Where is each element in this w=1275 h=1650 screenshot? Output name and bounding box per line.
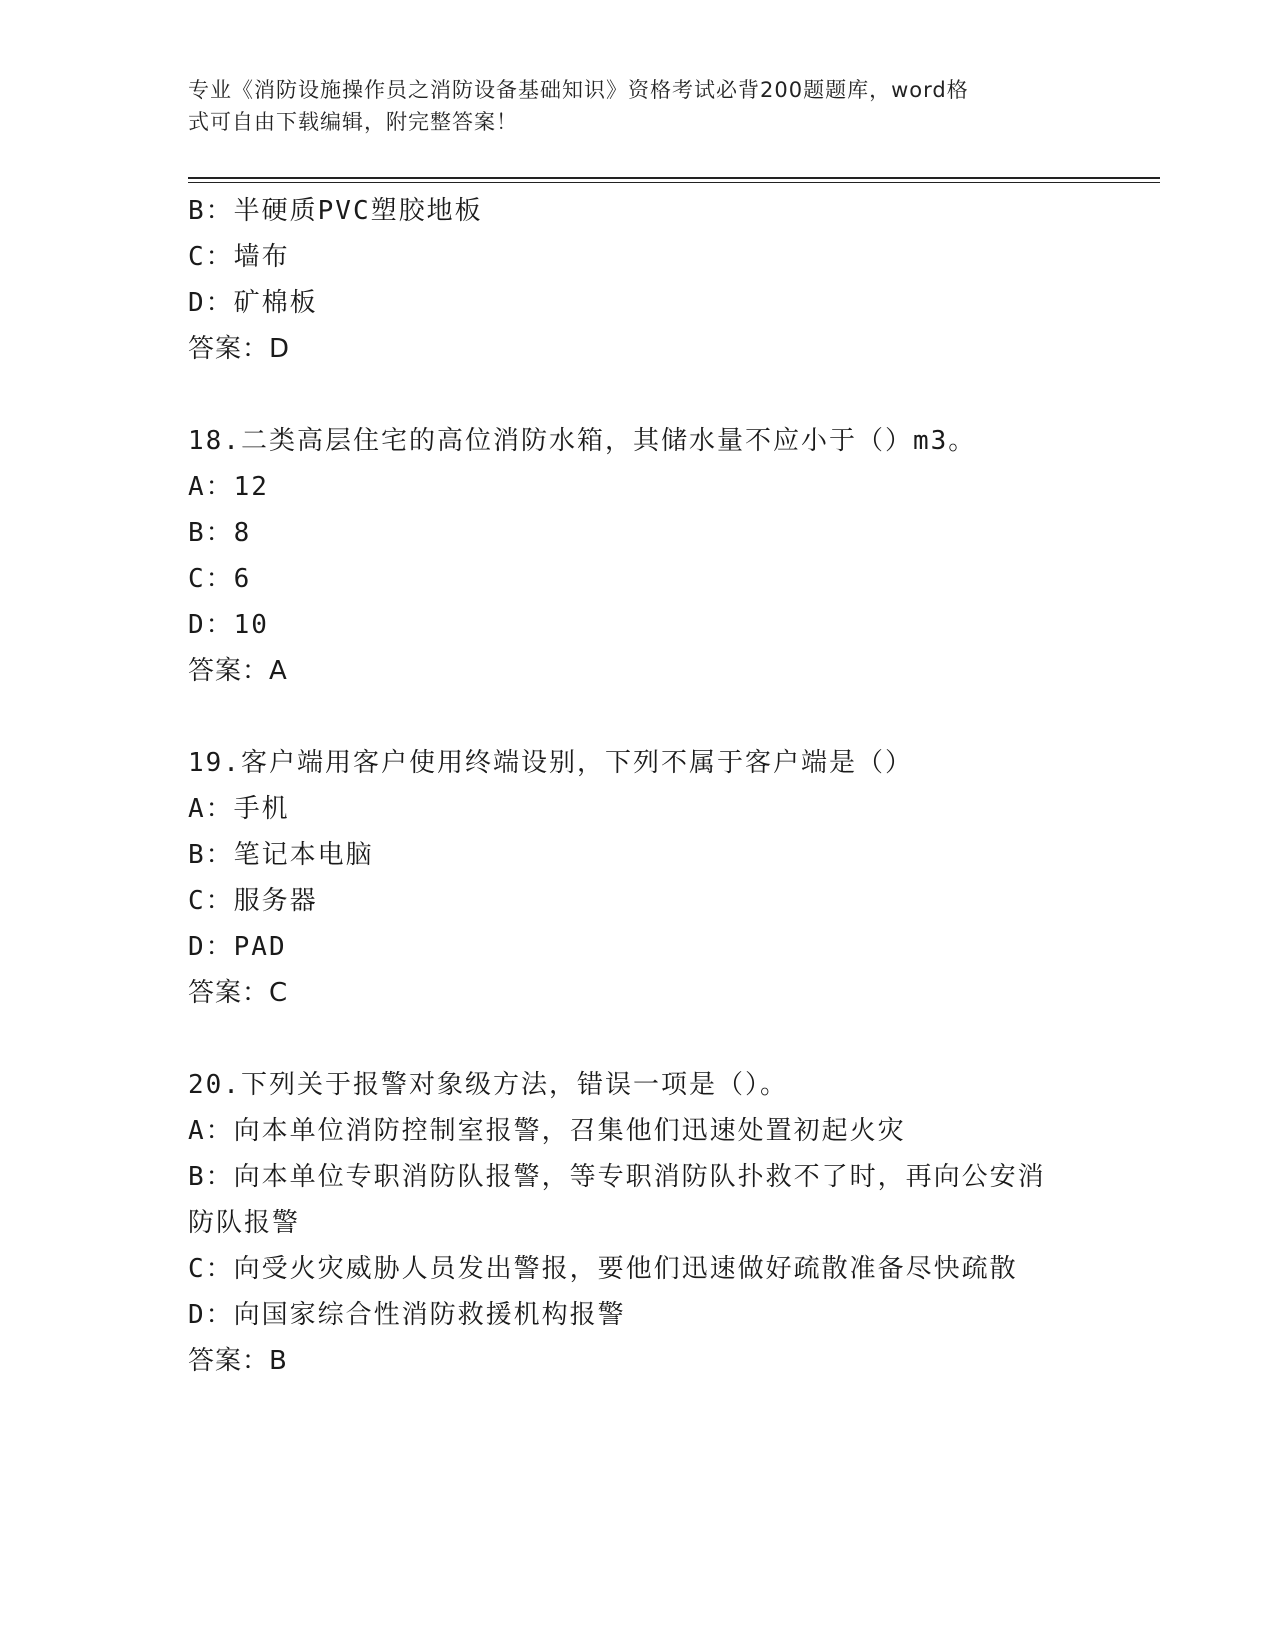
q20-option-a: A：向本单位消防控制室报警，召集他们迅速处置初起火灾	[188, 1116, 906, 1146]
q19-option-d: D：PAD	[188, 932, 287, 962]
q19-option-b: B：笔记本电脑	[188, 840, 374, 870]
header-divider-thick	[188, 177, 1160, 179]
question-list	[188, 188, 1088, 1384]
q20-option-c: C：向受火灾威胁人员发出警报，要他们迅速做好疏散准备尽快疏散	[188, 1254, 1018, 1284]
q17-option-d: D：矿棉板	[188, 288, 318, 318]
q20-option-d: D：向国家综合性消防救援机构报警	[188, 1300, 626, 1330]
q18-option-d: D：10	[188, 610, 269, 640]
document-header	[188, 74, 1088, 138]
q17-option-b: B：半硬质PVC塑胶地板	[188, 196, 483, 226]
q17-option-c: C：墙布	[188, 242, 290, 272]
q20-answer: 答案：B	[188, 1346, 288, 1376]
q18-question: 18.二类高层住宅的高位消防水箱，其储水量不应小于（）m3。	[188, 426, 977, 456]
q19-question: 19.客户端用客户使用终端设别，下列不属于客户端是（）	[188, 748, 913, 778]
q18-answer: 答案：A	[188, 656, 288, 686]
q19-option-a: A：手机	[188, 794, 290, 824]
q18-option-b: B：8	[188, 518, 252, 548]
q18-option-c: C：6	[188, 564, 252, 594]
spacer	[188, 694, 1088, 740]
header-divider-thin	[188, 182, 1160, 183]
spacer	[188, 1016, 1088, 1062]
q20-option-b-continued: 防队报警	[188, 1208, 301, 1238]
q18-option-a: A：12	[188, 472, 269, 502]
header-line-2: 式可自由下载编辑，附完整答案！	[188, 110, 518, 134]
header-line-1: 专业《消防设施操作员之消防设备基础知识》资格考试必背200题题库，word格	[188, 78, 969, 102]
q17-answer: 答案：D	[188, 334, 291, 364]
q20-question: 20.下列关于报警对象级方法，错误一项是（）。	[188, 1070, 788, 1100]
spacer	[188, 372, 1088, 418]
q20-option-b: B：向本单位专职消防队报警，等专职消防队扑救不了时，再向公安消	[188, 1162, 1046, 1192]
q19-option-c: C：服务器	[188, 886, 318, 916]
q19-answer: 答案：C	[188, 978, 289, 1008]
